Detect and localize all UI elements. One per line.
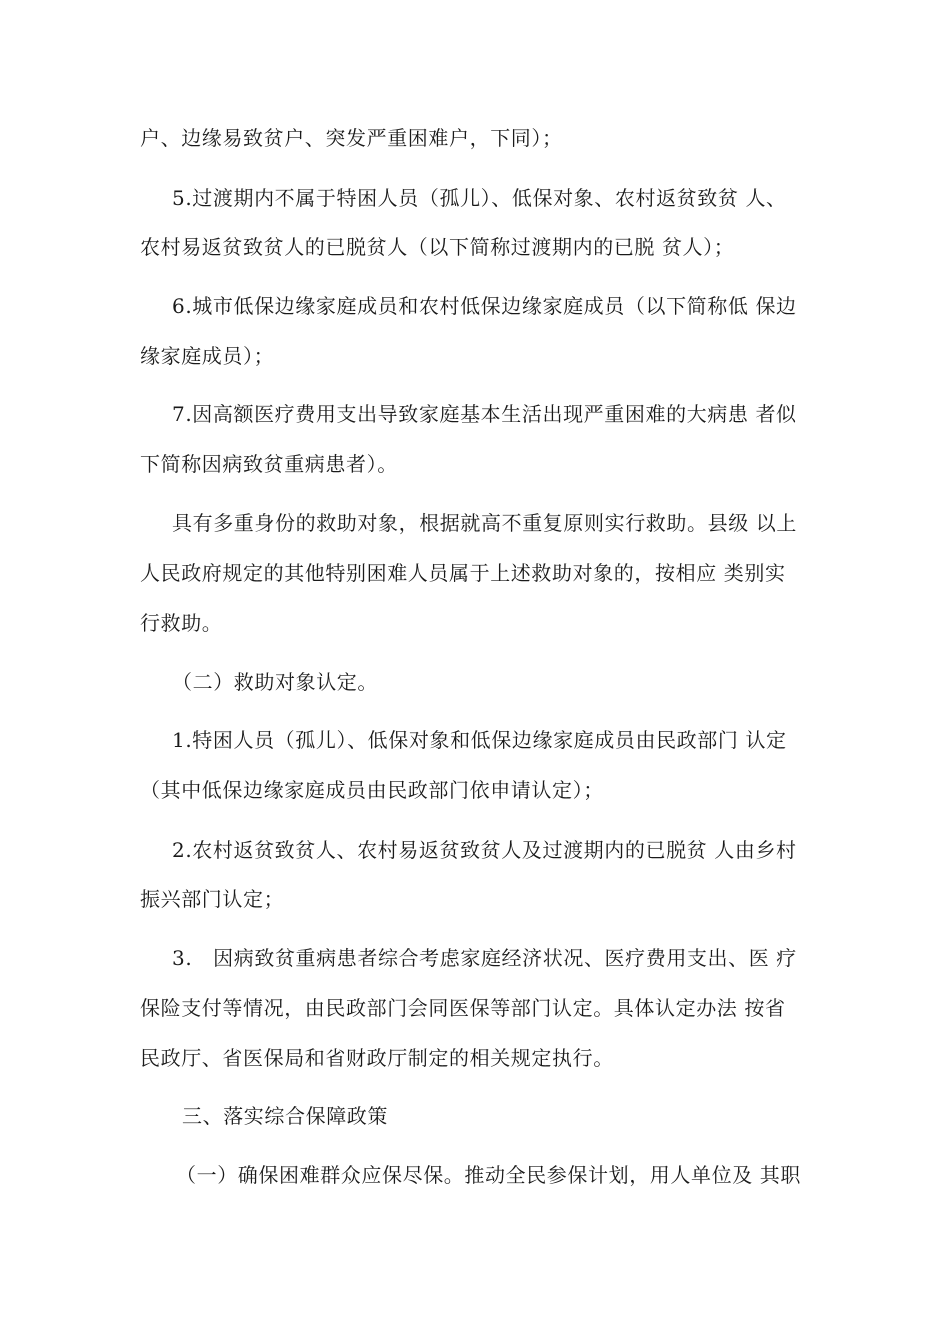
- text-line: 下简称因病致贫重病患者）。: [140, 452, 398, 476]
- text-line: 人民政府规定的其他特别困难人员属于上述救助对象的，按相应 类别实: [140, 561, 786, 585]
- text-line: 保险支付等情况，由民政部门会同医保等部门认定。具体认定办法 按省: [140, 996, 786, 1020]
- text-line: 具有多重身份的救助对象，根据就高不重复原则实行救助。县级 以上: [172, 511, 797, 535]
- text-line: （其中低保边缘家庭成员由民政部门依申请认定）；: [140, 778, 604, 802]
- text-line: 2.农村返贫致贫人、农村易返贫致贫人及过渡期内的已脱贫 人由乡村: [172, 838, 797, 862]
- text-line: （一）确保困难群众应保尽保。推动全民参保计划，用人单位及 其职: [176, 1163, 801, 1187]
- section-heading: （二）救助对象认定。: [172, 670, 378, 694]
- section-heading: 三、落实综合保障政策: [182, 1104, 388, 1128]
- text-line: 户、边缘易致贫户、突发严重困难户，下同）；: [140, 126, 563, 150]
- text-line: 民政厅、省医保局和省财政厅制定的相关规定执行。: [140, 1046, 614, 1070]
- text-line: 1.特困人员（孤儿）、低保对象和低保边缘家庭成员由民政部门 认定: [172, 728, 787, 752]
- text-line: 6.城市低保边缘家庭成员和农村低保边缘家庭成员（以下简称低 保边: [172, 294, 797, 318]
- text-line: 农村易返贫致贫人的已脱贫人（以下简称过渡期内的已脱 贫人）；: [140, 235, 735, 259]
- text-line: 5.过渡期内不属于特困人员（孤儿）、低保对象、农村返贫致贫 人、: [172, 186, 787, 210]
- text-line: 行救助。: [140, 611, 223, 635]
- text-line: 振兴部门认定；: [140, 887, 285, 911]
- text-line: 3. 因病致贫重病患者综合考虑家庭经济状况、医疗费用支出、医 疗: [172, 946, 797, 970]
- text-line: 7.因高额医疗费用支出导致家庭基本生活出现严重困难的大病患 者似: [172, 402, 797, 426]
- text-line: 缘家庭成员）；: [140, 344, 275, 368]
